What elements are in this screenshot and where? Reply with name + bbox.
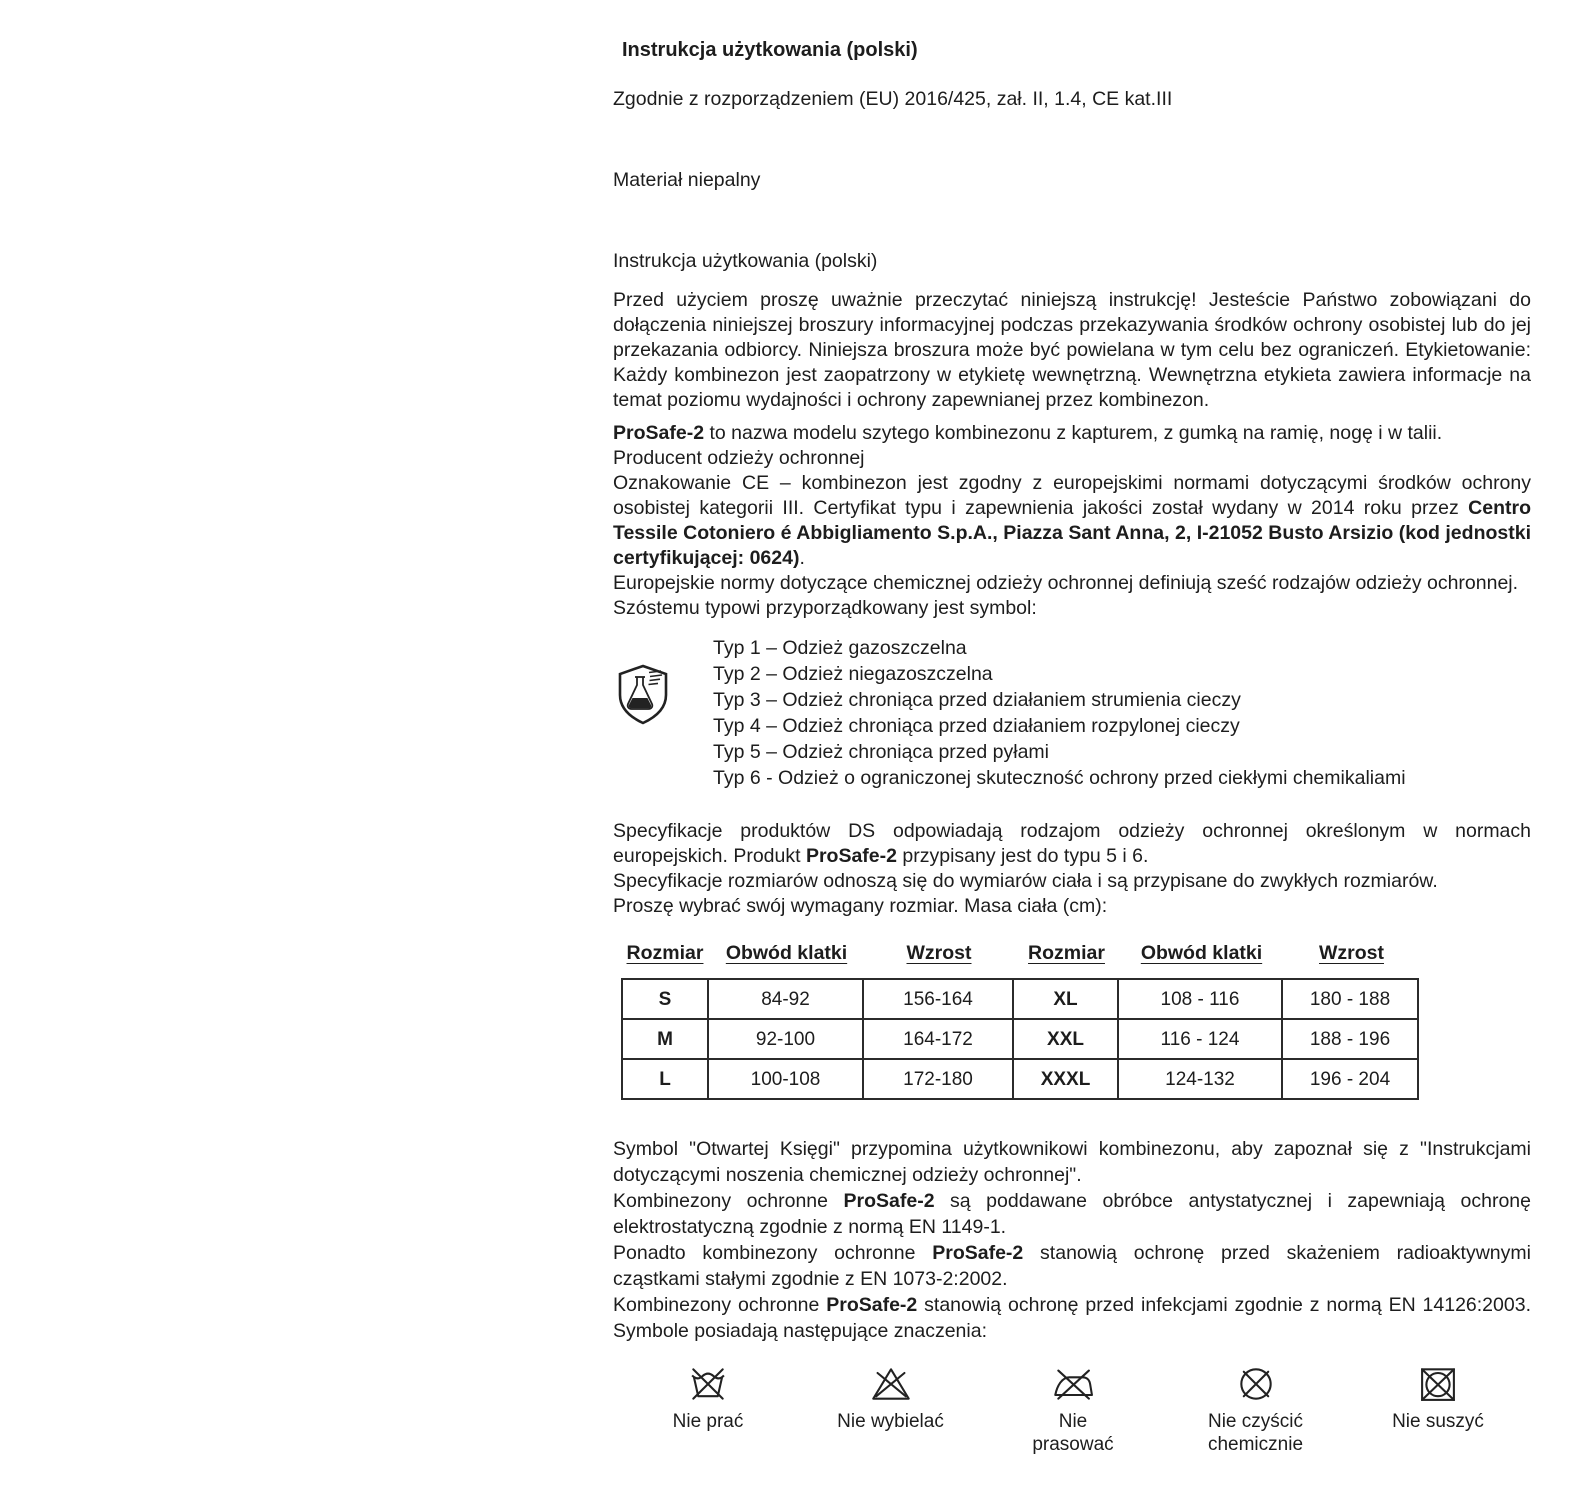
col-header-wzrost-2: Wzrost: [1319, 942, 1384, 964]
radio-product: ProSafe-2: [932, 1242, 1024, 1264]
cell-size: S: [623, 980, 709, 1018]
care-symbol-iron: [1008, 1364, 1138, 1456]
cell-height: 196 - 204: [1309, 1069, 1391, 1090]
cell-chest: 116 - 124: [1119, 1020, 1283, 1058]
antistatic-text-a: Kombinezony ochronne: [613, 1190, 844, 1212]
specifications-block: [613, 819, 1531, 919]
type-item-2: Typ 2 – Odzież niegazoszczelna: [713, 663, 993, 685]
antistatic-text-b: są poddawane obróbce antystatycznej i zapewniają ochronę elektrostatyczną zgodnie z normą EN 1149-1.: [613, 1190, 1531, 1238]
care-symbol-wash: [643, 1364, 773, 1456]
type-item-4: Typ 4 – Odzież chroniąca przed działaniem rozpylonej cieczy: [713, 715, 1240, 737]
cell-size: M: [623, 1020, 709, 1058]
document-page: [613, 38, 1531, 1456]
document-title: Instrukcja użytkowania (polski): [622, 39, 918, 61]
infect-text-a: Kombinezony ochronne: [613, 1294, 827, 1316]
col-header-rozmiar-2: Rozmiar: [1028, 942, 1105, 964]
care-symbol-tumble-dry: [1373, 1364, 1503, 1456]
producer-line: Producent odzieży ochronnej: [613, 447, 865, 469]
do-not-wash-icon: [686, 1364, 730, 1404]
specs-product-name: ProSafe-2: [805, 845, 897, 867]
cell-chest: 108 - 116: [1119, 980, 1283, 1018]
specs-text-b: przypisany jest do typu 5 i 6.: [896, 845, 1149, 867]
material-note: Materiał niepalny: [613, 169, 761, 191]
cell-chest: 100-108: [709, 1060, 864, 1098]
cell-chest: 84-92: [709, 980, 864, 1018]
infect-product: ProSafe-2: [826, 1294, 918, 1316]
antistatic-note: [613, 1188, 1531, 1240]
standards-notes-block: [613, 1136, 1531, 1344]
col-header-rozmiar-1: Rozmiar: [626, 942, 704, 964]
type-item-1: Typ 1 – Odzież gazoszczelna: [713, 637, 967, 659]
care-symbol-bleach: [826, 1364, 956, 1456]
table-row-s-xl: [623, 980, 1417, 1020]
col-header-obwod-1: Obwód klatki: [725, 942, 848, 964]
cell-height: 156-164: [864, 980, 1014, 1018]
norms-line: Europejskie normy dotyczące chemicznej odzieży ochronnej definiują sześć rodzajów odzieży ochronnej.: [613, 572, 1519, 594]
radioactive-note: [613, 1240, 1531, 1292]
protection-types-block: [613, 635, 1531, 795]
ce-text-2: .: [799, 547, 805, 569]
cell-height: 188 - 196: [1309, 1029, 1391, 1050]
size-table-header: [621, 941, 1419, 966]
col-header-obwod-2: Obwód klatki: [1140, 942, 1263, 964]
model-name-line: [613, 421, 1531, 446]
type-item-6: Typ 6 - Odzież o ograniczonej skuteczność ochrony przed ciekłymi chemikaliami: [713, 767, 1406, 789]
ce-marking-line: [613, 471, 1531, 571]
flask-shield-icon: [613, 663, 673, 727]
specs-paragraph-2: Specyfikacje rozmiarów odnoszą się do wymiarów ciała i są przypisane do zwykłych rozmiarów.: [613, 870, 1438, 892]
care-symbols-row: [613, 1364, 1513, 1456]
cell-size: XL: [1014, 980, 1119, 1018]
care-symbol-label: Nie prać: [672, 1411, 744, 1432]
antistatic-product: ProSafe-2: [843, 1190, 935, 1212]
cell-chest: 92-100: [709, 1020, 864, 1058]
model-name-rest: to nazwa modelu szytego kombinezonu z kapturem, z gumką na ramię, nogę i w talii.: [704, 422, 1443, 444]
care-symbol-dryclean: [1191, 1364, 1321, 1456]
do-not-dryclean-icon: [1234, 1364, 1278, 1404]
size-table-grid: [621, 978, 1419, 1100]
type-item-3: Typ 3 – Odzież chroniąca przed działaniem strumienia cieczy: [713, 689, 1241, 711]
model-description-block: [613, 421, 1531, 621]
do-not-bleach-icon: [869, 1364, 913, 1404]
col-header-wzrost-1: Wzrost: [906, 942, 972, 964]
model-name: ProSafe-2: [613, 422, 705, 444]
open-book-note: Symbol "Otwartej Księgi" przypomina użytkownikowi kombinezonu, aby zapoznał się z "Instrukcjami dotyczącymi noszenia chemicznej odzieży ochronnej".: [613, 1138, 1531, 1186]
cell-size: L: [623, 1060, 709, 1098]
cell-chest: 124-132: [1119, 1060, 1283, 1098]
infection-note: [613, 1292, 1531, 1344]
radio-text-a: Ponadto kombinezony ochronne: [613, 1242, 933, 1264]
types-list: [713, 635, 1531, 791]
care-symbol-label: Nie czyścić chemicznie: [1207, 1411, 1304, 1455]
ce-text-1: Oznakowanie CE – kombinezon jest zgodny z europejskimi normami dotyczącymi środków ochrony osobistej kategorii III. Certyfikat typu i zapewnienia jakości został wydany w 2014 roku przez: [613, 472, 1531, 519]
type-item-5: Typ 5 – Odzież chroniąca przed pyłami: [713, 741, 1049, 763]
specs-paragraph-1: [613, 819, 1531, 869]
cell-size: XXL: [1014, 1020, 1119, 1058]
care-symbol-label: Nie prasować: [1032, 1411, 1114, 1455]
cell-size: XXXL: [1014, 1060, 1119, 1098]
certifier-name: Centro Tessile Cotoniero é Abbigliamento S.p.A., Piazza Sant Anna, 2, I-21052 Busto Arsizio (kod jednostki certyfikującej: 0624): [613, 497, 1531, 569]
cell-height: 164-172: [864, 1020, 1014, 1058]
size-table: [613, 941, 1531, 1100]
do-not-tumble-dry-icon: [1416, 1364, 1460, 1404]
care-symbol-label: Nie wybielać: [837, 1411, 944, 1432]
cell-height: 180 - 188: [1309, 989, 1391, 1010]
symbol-line: Szóstemu typowi przyporządkowany jest symbol:: [613, 597, 1037, 619]
care-symbol-label: Nie suszyć: [1392, 1411, 1484, 1432]
specs-paragraph-3: Proszę wybrać swój wymagany rozmiar. Masa ciała (cm):: [613, 895, 1108, 917]
table-row-l-xxxl: [623, 1060, 1417, 1098]
regulation-line: Zgodnie z rozporządzeniem (EU) 2016/425, zał. II, 1.4, CE kat.III: [613, 88, 1173, 110]
section-heading: Instrukcja użytkowania (polski): [613, 250, 878, 272]
do-not-iron-icon: [1051, 1364, 1095, 1404]
cell-height: 172-180: [864, 1060, 1014, 1098]
radio-text-b: stanowią ochronę przed skażeniem radioaktywnymi cząstkami stałymi zgodnie z EN 1073-2:2002.: [613, 1242, 1531, 1290]
intro-paragraph: Przed użyciem proszę uważnie przeczytać niniejszą instrukcję! Jesteście Państwo zobowiązani do dołączenia niniejszej broszury informacyjnej podczas przekazywania środków ochrony osobistej lub do jej przekazania odbiorcy. Niniejsza broszura może być powielana w tym celu bez ograniczeń. Etykietowanie: Każdy kombinezon jest zaopatrzony w etykietę wewnętrzną. Wewnętrzna etykieta zawiera informacje na temat poziomu wydajności i ochrony zapewnianej przez kombinezon.: [613, 289, 1531, 411]
infect-text-b: stanowią ochronę przed infekcjami zgodnie z normą EN 14126:2003. Symbole posiadają następujące znaczenia:: [613, 1294, 1531, 1342]
specs-text-a: Specyfikacje produktów DS odpowiadają rodzajom odzieży ochronnej określonym w normach europejskich. Produkt: [613, 820, 1531, 867]
table-row-m-xxl: [623, 1020, 1417, 1060]
